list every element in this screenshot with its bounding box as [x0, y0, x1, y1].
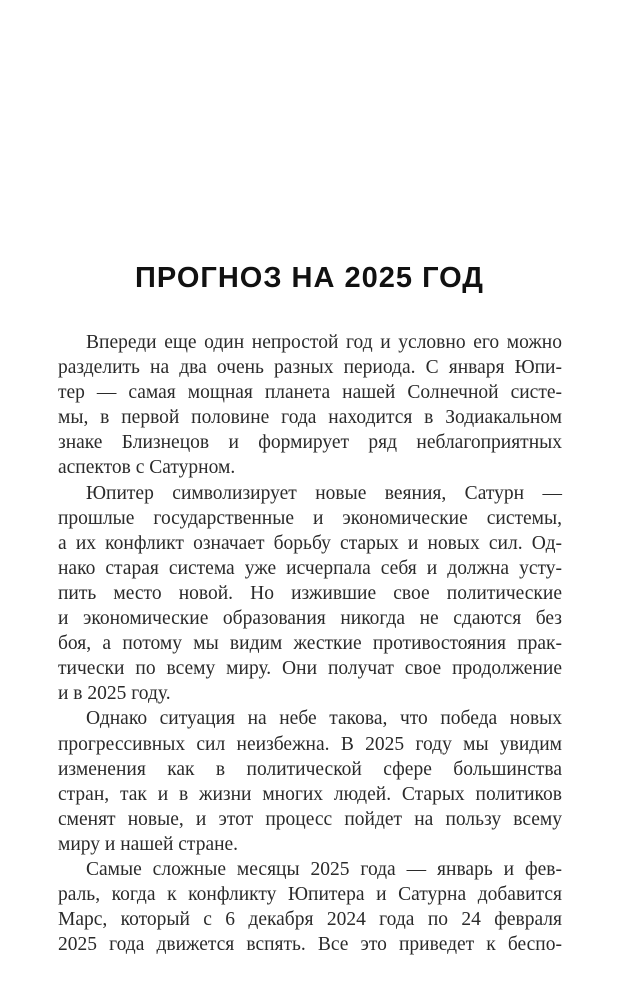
text-line: Впереди еще один непростой год и условно его можно [86, 332, 562, 353]
text-line: Юпитер символизирует новые веяния, Сатурн — [86, 482, 562, 504]
text-line: нако старая система уже исчерпала себя и должна усту- [58, 557, 562, 579]
text-line: и в 2025 году. [58, 683, 171, 705]
chapter-title: ПРОГНОЗ НА 2025 ГОД [135, 262, 484, 294]
text-line: боя, а потому мы видим жесткие противостояния прак- [58, 633, 562, 655]
paragraph [58, 706, 562, 857]
text-line: прогрессивных сил неизбежна. В 2025 году мы увидим [58, 733, 562, 755]
text-line: сменят новые, и этот процесс пойдет на пользу всему [58, 808, 562, 830]
text-line: 2025 года движется вспять. Все это приведет к беспо- [58, 934, 562, 956]
text-line: раль, когда к конфликту Юпитера и Сатурна добавится [58, 884, 562, 906]
text-line: знаке Близнецов и формирует ряд неблагоприятных [58, 432, 562, 454]
text-line: Марс, который с 6 декабря 2024 года по 24 февраля [58, 909, 562, 931]
text-line: разделить на два очень разных периода. С января Юпи- [58, 357, 562, 379]
text-line: Самые сложные месяцы 2025 года — январь и фев- [86, 858, 562, 880]
text-line: пить место новой. Но изжившие свое политические [58, 582, 562, 604]
text-line: тер — самая мощная планета нашей Солнечной систе- [58, 382, 562, 404]
text-line: прошлые государственные и экономические системы, [58, 507, 562, 529]
text-line: а их конфликт означает борьбу старых и новых сил. Од- [58, 532, 562, 554]
text-line: и экономические образования никогда не сдаются без [58, 608, 562, 630]
text-line: миру и нашей стране. [58, 833, 239, 855]
text-line: Однако ситуация на небе такова, что победа новых [86, 708, 562, 730]
text-line: мы, в первой половине года находится в Зодиакальном [58, 407, 562, 429]
paragraph [58, 857, 562, 957]
text-line: стран, так и в жизни многих людей. Старых политиков [58, 783, 562, 805]
paragraph [58, 481, 562, 707]
body-text [58, 330, 562, 957]
text-line: аспектов с Сатурном. [58, 457, 236, 479]
text-line: изменения как в политической сфере большинства [58, 758, 562, 780]
text-line: тически по всему миру. Они получат свое продолжение [58, 658, 562, 680]
paragraph [58, 330, 562, 481]
